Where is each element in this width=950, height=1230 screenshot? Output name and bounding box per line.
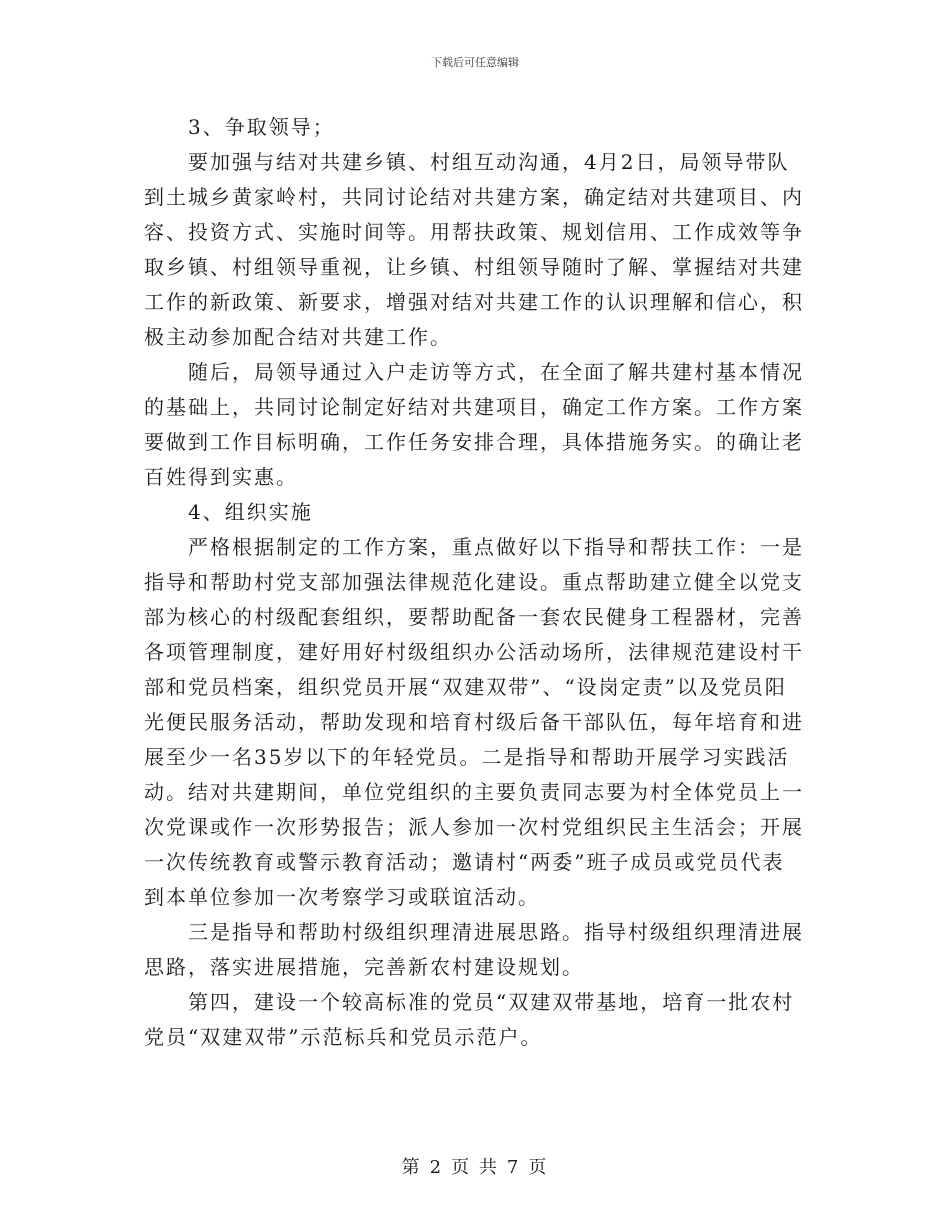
section-heading-4: 4、组织实施 <box>188 500 313 524</box>
header-note: 下载后可任意编辑 <box>431 56 519 69</box>
footer-middle: 页 共 <box>451 1157 499 1178</box>
total-pages-number: 7 <box>506 1157 521 1178</box>
footer-prefix: 第 <box>401 1157 422 1178</box>
page-footer <box>0 1153 950 1179</box>
paragraph-4: 三是指导和帮助村级组织理清进展思路。指导村级组织理清进展思路，落实进展措施，完善新农村建设规划。 <box>144 920 804 979</box>
paragraph-5: 第四，建设一个较高标准的党员“双建双带基地，培育一批农村党员“双建双带”示范标兵和党员示范户。 <box>144 990 795 1049</box>
section-heading-3: 3、争取领导； <box>188 115 335 139</box>
paragraph-1: 要加强与结对共建乡镇、村组互动沟通，4月2日，局领导带队到土城乡黄家岭村，共同讨论结对共建方案，确定结对共建项目、内容、投资方式、实施时间等。用帮扶政策、规划信用、工作成效等争取乡镇、村组领导重视，让乡镇、村组领导随时了解、掌握结对共建工作的新政策、新要求，增强对结对共建工作的认识理解和信心，积极主动参加配合结对共建工作。 <box>144 150 804 349</box>
document-body <box>144 110 804 1055</box>
paragraph-2: 随后，局领导通过入户走访等方式，在全面了解共建村基本情况的基础上，共同讨论制定好结对共建项目，确定工作方案。工作方案要做到工作目标明确，工作任务安排合理，具体措施务实。的确让老百姓得到实惠。 <box>144 360 804 489</box>
footer-suffix: 页 <box>528 1157 549 1178</box>
current-page-number: 2 <box>429 1157 444 1178</box>
paragraph-3: 严格根据制定的工作方案，重点做好以下指导和帮扶工作：一是指导和帮助村党支部加强法律规范化建设。重点帮助建立健全以党支部为核心的村级配套组织，要帮助配备一套农民健身工程器材，完善各项管理制度，建好用好村级组织办公活动场所，法律规范建设村干部和党员档案，组织党员开展“双建双带”、“设岗定责”以及党员阳光便民服务活动，帮助发现和培育村级后备干部队伍，每年培育和进展至少一名35岁以下的年轻党员。二是指导和帮助开展学习实践活动。结对共建期间，单位党组织的主要负责同志要为村全体党员上一次党课或作一次形势报告；派人参加一次村党组织民主生活会；开展一次传统教育或警示教育活动；邀请村“两委”班子成员或党员代表到本单位参加一次考察学习或联谊活动。 <box>144 535 804 909</box>
